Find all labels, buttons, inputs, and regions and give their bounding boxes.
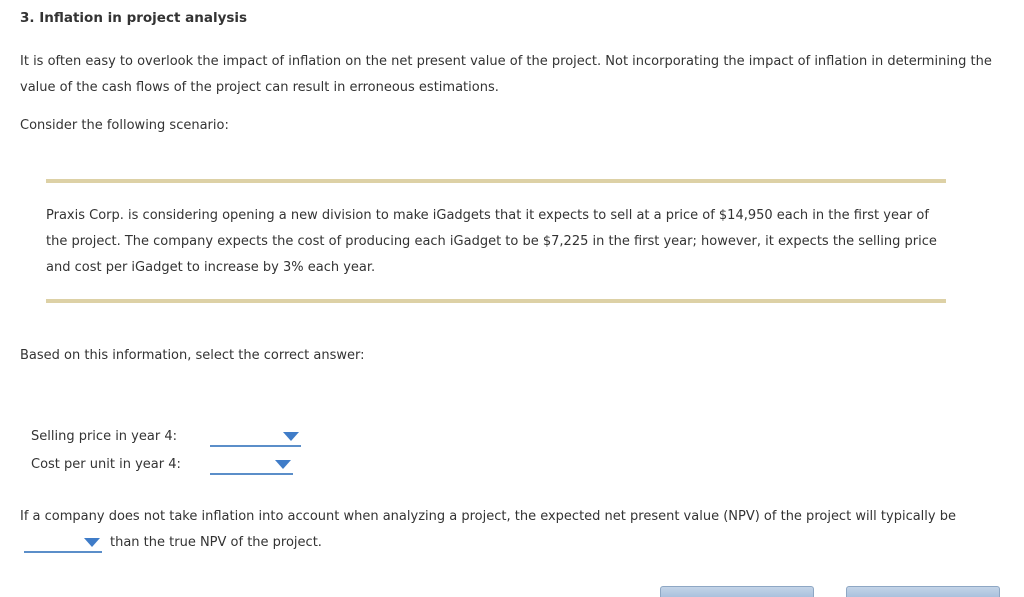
scenario-line-2: the project. The company expects the cost of producing each iGadget to be $7,225 in the first year; however, it expects the selling price — [46, 234, 937, 249]
scenario-bottom-divider — [46, 299, 946, 303]
instructions-label: Based on this information, select the correct answer: — [20, 348, 365, 363]
scenario-line-1: Praxis Corp. is considering opening a new division to make iGadgets that it expects to sell at a price of $14,950 each in the first year of — [46, 208, 929, 223]
intro-line-1: It is often easy to overlook the impact of inflation on the net present value of the project. Not incorporating the impact of inflation in determining the — [20, 54, 992, 69]
scenario-line-3: and cost per iGadget to increase by 3% each year. — [46, 260, 376, 275]
cost-per-unit-dropdown[interactable] — [210, 459, 293, 475]
selling-price-label: Selling price in year 4: — [31, 429, 177, 444]
npv-comparison-dropdown[interactable] — [24, 537, 102, 553]
intro-line-2: value of the cash flows of the project can result in erroneous estimations. — [20, 80, 499, 95]
action-button-right[interactable] — [846, 586, 1000, 597]
chevron-down-icon — [275, 460, 291, 469]
cost-per-unit-label: Cost per unit in year 4: — [31, 457, 181, 472]
action-button-left[interactable] — [660, 586, 814, 597]
selling-price-dropdown[interactable] — [210, 431, 301, 447]
scenario-paragraph — [46, 203, 956, 281]
chevron-down-icon — [283, 432, 299, 441]
page-title: 3. Inflation in project analysis — [20, 10, 248, 26]
consider-label: Consider the following scenario: — [20, 118, 229, 133]
npv-question-continuation: than the true NPV of the project. — [110, 535, 322, 550]
intro-paragraph — [20, 49, 1010, 101]
npv-question-text: If a company does not take inflation into account when analyzing a project, the expected net present value (NPV) of the project will typically be — [20, 509, 956, 524]
scenario-top-divider — [46, 179, 946, 183]
chevron-down-icon — [84, 538, 100, 547]
